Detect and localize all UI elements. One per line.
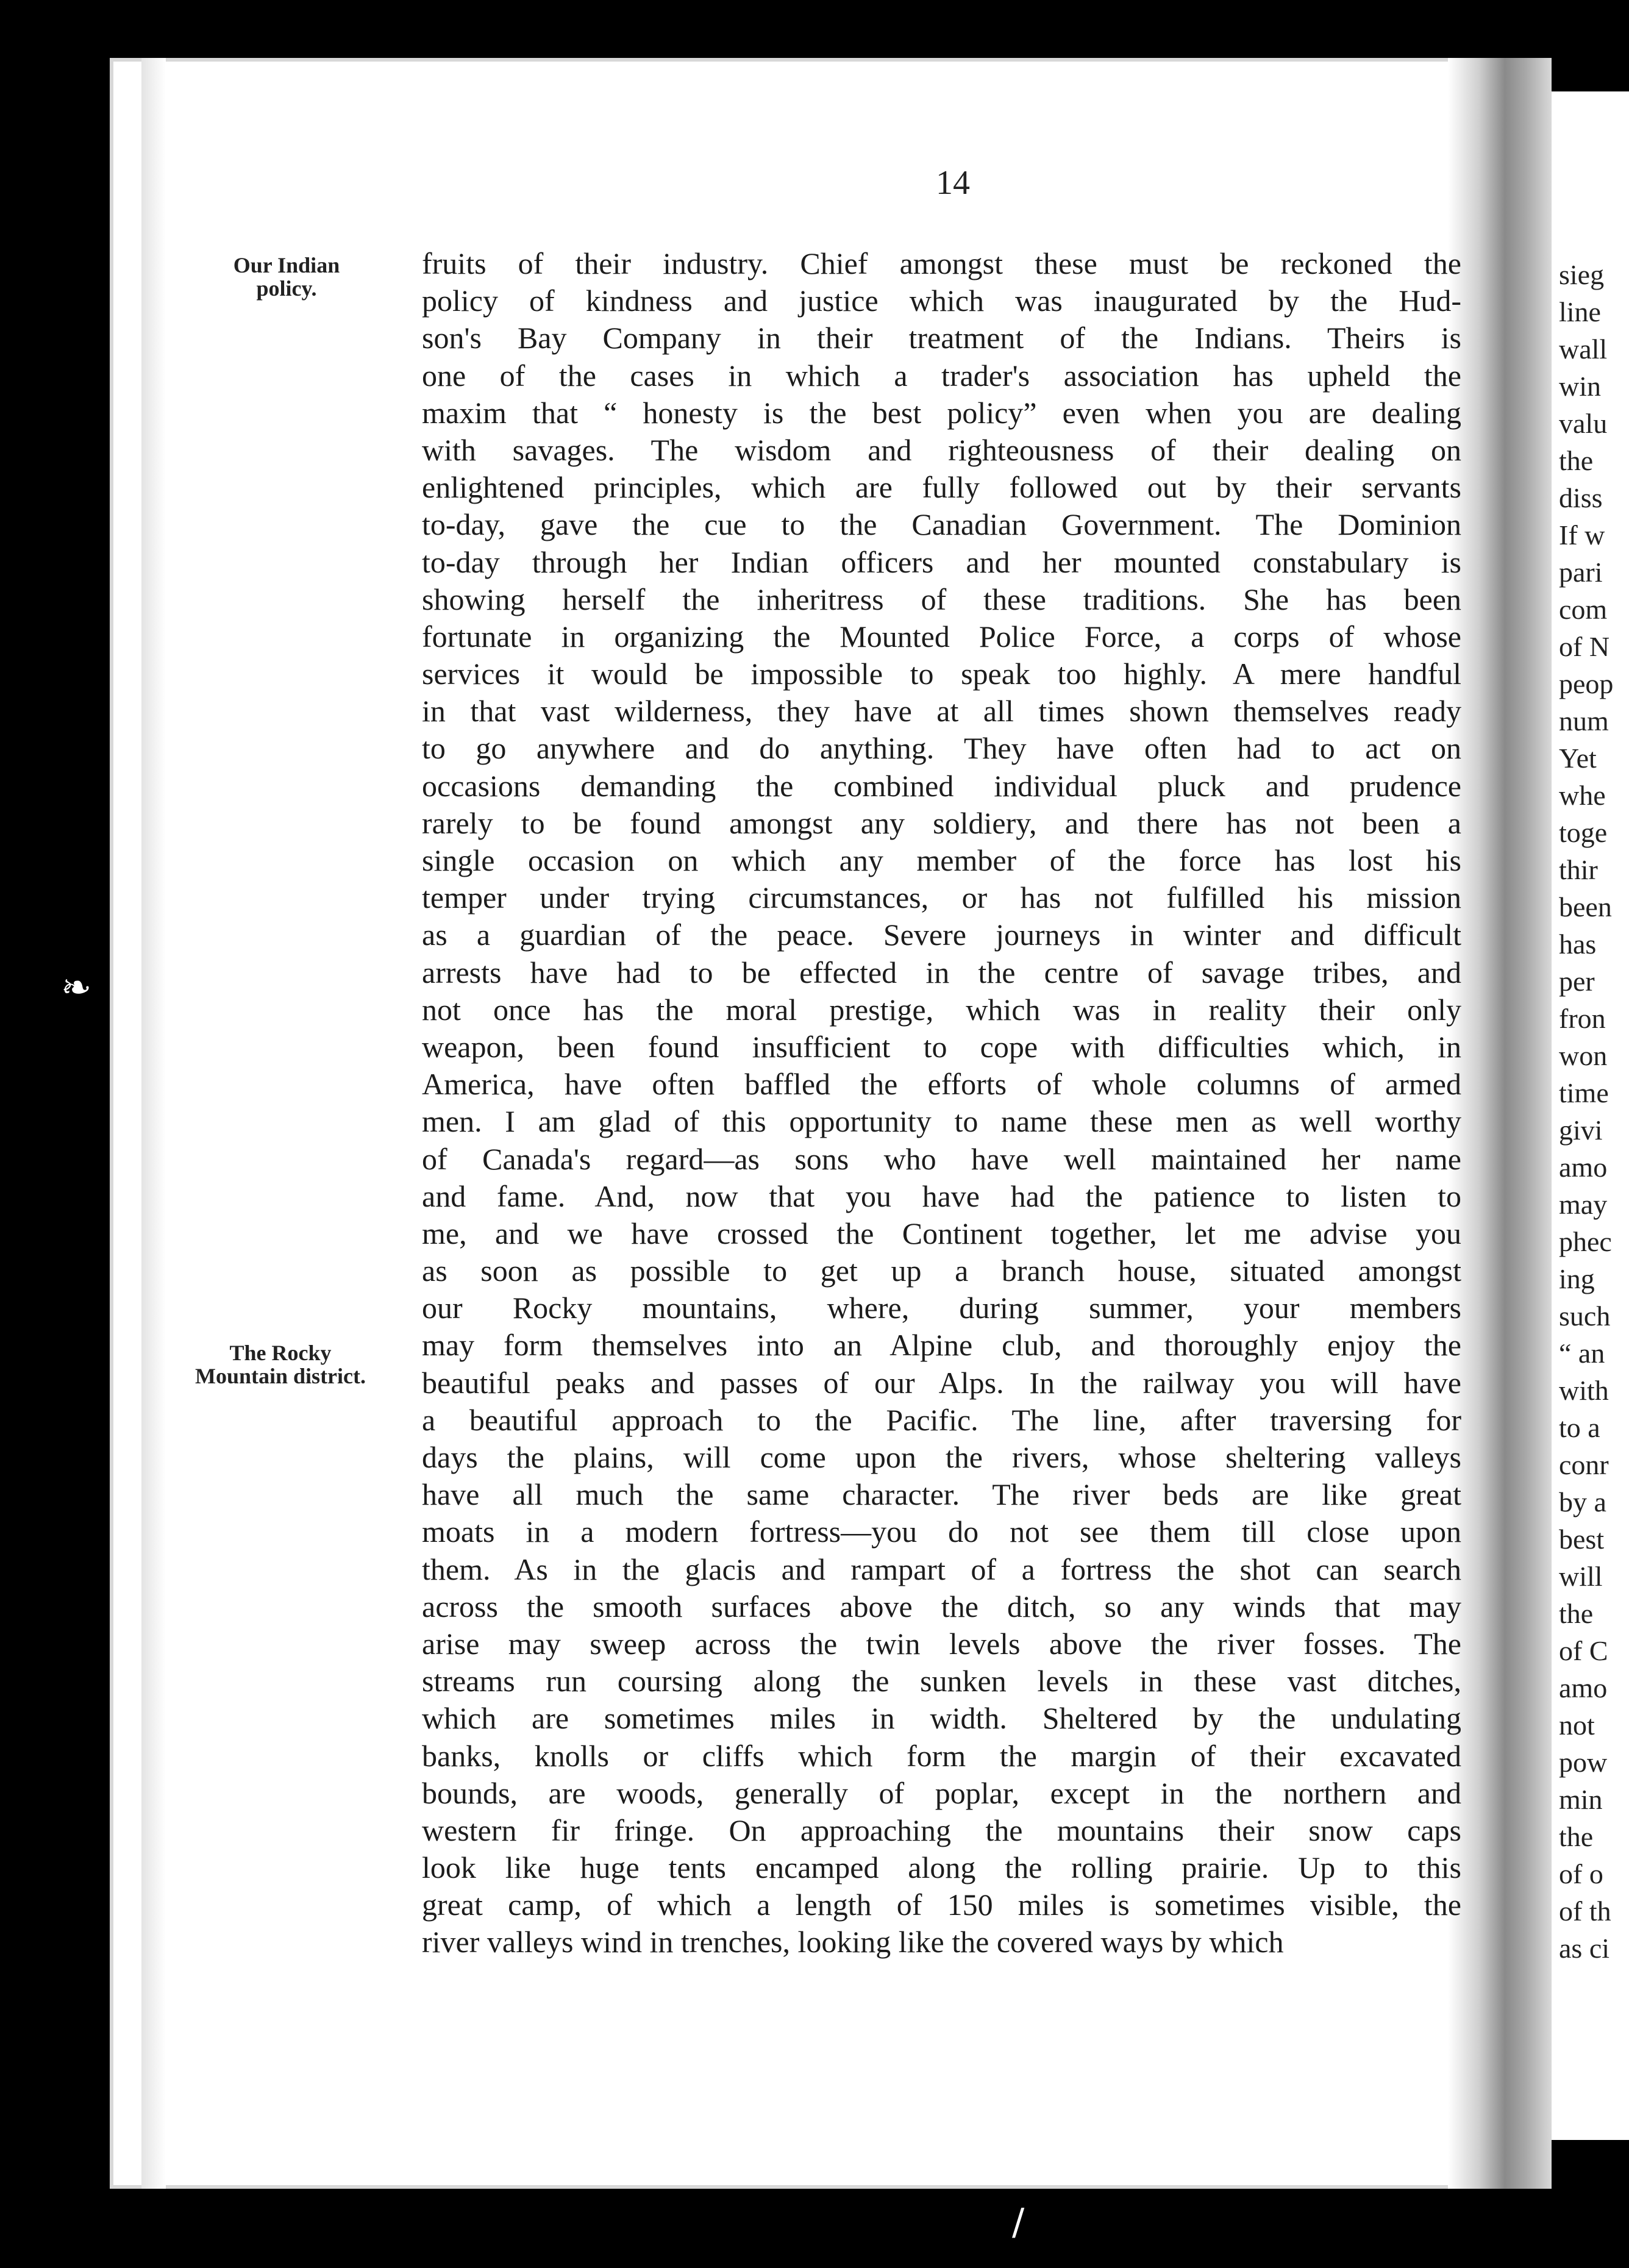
text-line: western fir fringe. On approaching the mountains their snow caps [422, 1813, 1461, 1847]
page-number: 14 [936, 164, 970, 202]
adjacent-page-line: com [1559, 594, 1608, 625]
text-line: across the smooth surfaces above the ditch, so any winds that may [422, 1589, 1461, 1624]
text-line: rarely to be found amongst any soldiery, and there has not been a [422, 805, 1461, 840]
book-gutter-shadow [1448, 58, 1552, 2189]
adjacent-page-line: of o [1559, 1858, 1603, 1889]
text-line: me, and we have crossed the Continent together, let me advise you [422, 1216, 1461, 1250]
adjacent-page-line: of th [1559, 1895, 1611, 1927]
text-line: days the plains, will come upon the rivers, whose sheltering valleys [422, 1440, 1461, 1474]
text-line: a beautiful approach to the Pacific. The line, after traversing for [422, 1402, 1461, 1437]
adjacent-page-line: the [1559, 1821, 1594, 1852]
text-line: as a guardian of the peace. Severe journeys in winter and difficult [422, 918, 1461, 952]
adjacent-page-line: num [1559, 705, 1609, 736]
text-line: policy of kindness and justice which was inaugurated by the Hud- [422, 284, 1461, 318]
adjacent-page-line: fron [1559, 1003, 1606, 1034]
text-line: fortunate in organizing the Mounted Police Force, a corps of whose [422, 619, 1461, 654]
adjacent-page-line: per [1559, 966, 1595, 997]
adjacent-page-line: phec [1559, 1226, 1612, 1257]
adjacent-page-line: “ an [1559, 1338, 1605, 1369]
margin-note-rocky-mountain: The Rocky Mountain district. [195, 1341, 366, 1388]
text-line: moats in a modern fortress—you do not see them till close upon [422, 1514, 1461, 1549]
text-line: to go anywhere and do anything. They have often had to act on [422, 731, 1461, 766]
adjacent-page-line: diss [1559, 482, 1603, 513]
text-line: America, have often baffled the efforts of whole columns of armed [422, 1067, 1461, 1102]
adjacent-page-line: best [1559, 1524, 1605, 1555]
adjacent-page-line: not [1559, 1710, 1595, 1741]
adjacent-page-line: pari [1559, 557, 1603, 588]
text-line: single occasion on which any member of the force has lost his [422, 843, 1461, 877]
margin-note-indian-policy: Our Indian policy. [233, 253, 340, 301]
text-line: arrests have had to be effected in the centre of savage tribes, and [422, 955, 1461, 990]
adjacent-page-line: amo [1559, 1672, 1608, 1703]
text-line: our Rocky mountains, where, during summer, your members [422, 1291, 1461, 1325]
text-line: of Canada's regard—as sons who have well maintained her name [422, 1141, 1461, 1176]
adjacent-page-line: conr [1559, 1449, 1609, 1480]
adjacent-page-line: been [1559, 891, 1612, 922]
adjacent-page-line: will [1559, 1561, 1603, 1592]
adjacent-page-line: pow [1559, 1747, 1608, 1778]
text-line: fruits of their industry. Chief amongst these must be reckoned the [422, 246, 1461, 280]
adjacent-page-line: peop [1559, 668, 1614, 699]
scan-artifact-mark: ❧ [61, 966, 92, 1009]
adjacent-page-line: has [1559, 929, 1597, 960]
adjacent-page-line: wall [1559, 333, 1608, 365]
text-line: to-day, gave the cue to the Canadian Government. The Dominion [422, 507, 1461, 542]
adjacent-page-line: of C [1559, 1635, 1608, 1666]
adjacent-page-line: time [1559, 1077, 1609, 1108]
text-line: which are sometimes miles in width. Sheltered by the undulating [422, 1701, 1461, 1736]
adjacent-page-line: amo [1559, 1152, 1608, 1183]
text-line: showing herself the inheritress of these traditions. She has been [422, 582, 1461, 616]
adjacent-page-text [1552, 256, 1613, 1967]
text-line: river valleys wind in trenches, looking like the covered ways by which [422, 1925, 1284, 1960]
adjacent-page-line: line [1559, 296, 1601, 327]
adjacent-page-line: thir [1559, 854, 1598, 885]
text-line: may form themselves into an Alpine club, and thoroughly enjoy the [422, 1328, 1461, 1363]
text-line: weapon, been found insufficient to cope with difficulties which, in [422, 1029, 1461, 1064]
text-line: not once has the moral prestige, which was in reality their only [422, 992, 1461, 1027]
adjacent-page-line: If w [1559, 519, 1605, 551]
text-line: them. As in the glacis and rampart of a fortress the shot can search [422, 1552, 1461, 1586]
text-line: bounds, are woods, generally of poplar, except in the northern and [422, 1775, 1461, 1810]
adjacent-page-line: such [1559, 1300, 1611, 1332]
adjacent-page-line: by a [1559, 1486, 1606, 1517]
text-line: one of the cases in which a trader's association has upheld the [422, 358, 1461, 393]
text-line: son's Bay Company in their treatment of the Indians. Theirs is [422, 321, 1461, 355]
adjacent-page-line: the [1559, 1598, 1594, 1629]
text-line: men. I am glad of this opportunity to name these men as well worthy [422, 1104, 1461, 1139]
adjacent-page [1552, 91, 1629, 2140]
text-line: services it would be impossible to speak too highly. A mere handful [422, 657, 1461, 691]
text-line: arise may sweep across the twin levels above the river fosses. The [422, 1626, 1461, 1661]
text-line: to-day through her Indian officers and her mounted constabulary is [422, 544, 1461, 579]
adjacent-page-line: with [1559, 1375, 1609, 1406]
text-line: in that vast wilderness, they have at all times shown themselves ready [422, 694, 1461, 729]
page-edge [141, 58, 166, 2189]
text-line: have all much the same character. The river beds are like great [422, 1477, 1461, 1512]
scan-artifact-slash: / [1012, 2201, 1025, 2244]
text-line: occasions demanding the combined individual pluck and prudence [422, 768, 1461, 803]
adjacent-page-line: Yet [1559, 743, 1597, 774]
adjacent-page-line: as ci [1559, 1933, 1610, 1964]
adjacent-page-line: sieg [1559, 259, 1605, 290]
text-line: with savages. The wisdom and righteousness of their dealing on [422, 432, 1461, 467]
adjacent-page-line: to a [1559, 1412, 1600, 1443]
text-line: temper under trying circumstances, or has not fulfilled his mission [422, 880, 1461, 915]
text-line: enlightened principles, which are fully followed out by their servants [422, 470, 1461, 505]
text-line: and fame. And, now that you have had the patience to listen to [422, 1179, 1461, 1213]
adjacent-page-line: toge [1559, 817, 1608, 848]
text-line: beautiful peaks and passes of our Alps. In the railway you will have [422, 1365, 1461, 1400]
text-line: as soon as possible to get up a branch house, situated amongst [422, 1253, 1461, 1288]
text-line: look like huge tents encamped along the rolling prairie. Up to this [422, 1850, 1461, 1885]
adjacent-page-line: the [1559, 445, 1594, 476]
adjacent-page-line: of N [1559, 631, 1610, 662]
adjacent-page-line: min [1559, 1784, 1603, 1815]
adjacent-page-line: win [1559, 371, 1601, 402]
adjacent-page-line: may [1559, 1189, 1608, 1220]
text-line: streams run coursing along the sunken levels in these vast ditches, [422, 1664, 1461, 1699]
text-line: maxim that “ honesty is the best policy” even when you are dealing [422, 395, 1461, 430]
adjacent-page-line: ing [1559, 1263, 1595, 1294]
text-line: great camp, of which a length of 150 miles is sometimes visible, the [422, 1888, 1461, 1922]
adjacent-page-line: givi [1559, 1114, 1603, 1146]
adjacent-page-line: whe [1559, 780, 1606, 811]
text-line: banks, knolls or cliffs which form the margin of their excavated [422, 1738, 1461, 1773]
adjacent-page-line: won [1559, 1040, 1608, 1071]
body-text [422, 245, 1461, 1961]
adjacent-page-line: valu [1559, 408, 1608, 439]
